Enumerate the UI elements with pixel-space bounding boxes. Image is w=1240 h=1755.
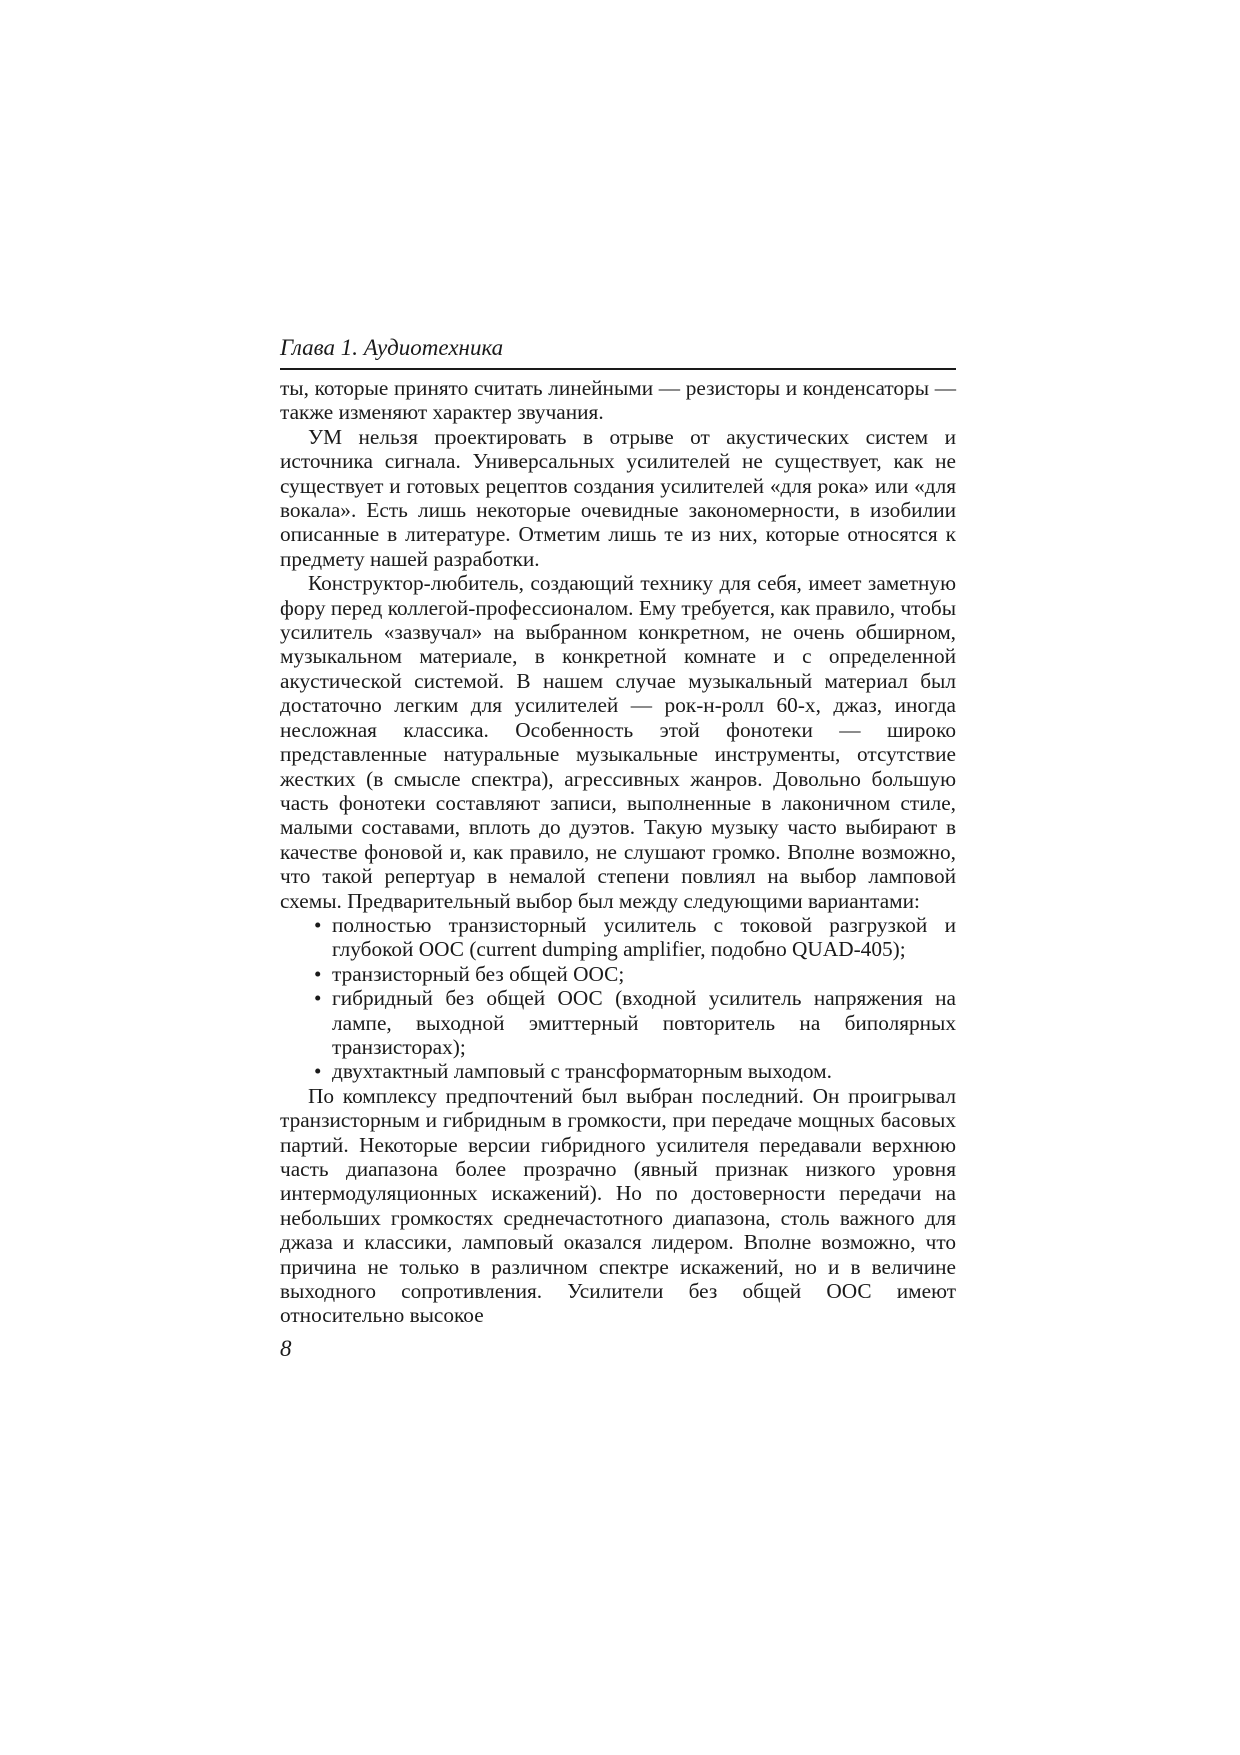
running-header: Глава 1. Аудиотехника bbox=[280, 332, 956, 370]
book-page bbox=[280, 332, 956, 1364]
list-item bbox=[280, 1059, 956, 1083]
list-item-text: гибридный без общей ООС (входной усилитель напряжения на лампе, выходной эмиттерный повторитель на биполярных транзисторах); bbox=[332, 986, 956, 1059]
list-item bbox=[280, 913, 956, 962]
bullet-list bbox=[280, 913, 956, 1084]
page-number: 8 bbox=[280, 1335, 292, 1361]
paragraph: УМ нельзя проектировать в отрыве от акустических систем и источника сигнала. Универсальных усилителей не существует, как не существует и готовых рецептов создания усилителей «для рока» или «для вокала». Есть лишь некоторые очевидные закономерности, в изобилии описанные в литературе. Отметим лишь те из них, которые относятся к предмету нашей разработки. bbox=[280, 424, 956, 571]
bullet-icon: • bbox=[314, 1059, 322, 1084]
bullet-icon: • bbox=[314, 912, 322, 937]
bullet-icon: • bbox=[314, 961, 322, 986]
list-item bbox=[280, 986, 956, 1059]
list-item bbox=[280, 962, 956, 986]
list-item-text: двухтактный ламповый с трансформаторным выходом. bbox=[332, 1059, 832, 1084]
bullet-icon: • bbox=[314, 986, 322, 1011]
paragraph: ты, которые принято считать линейными — резисторы и конденсаторы — также изменяют характер звучания. bbox=[280, 376, 956, 425]
paragraph: Конструктор-любитель, создающий технику для себя, имеет заметную фору перед коллегой-профессионалом. Ему требуется, как правило, чтобы усилитель «зазвучал» на выбранном конкретном, не очень обширном, музыкальном материале, в конкретной комнате и с определенной акустической системой. В нашем случае музыкальный материал был достаточно легким для усилителей — рок-н-ролл 60-х, джаз, иногда несложная классика. Особенность этой фонотеки — широко представленные натуральные музыкальные инструменты, отсутствие жестких (в смысле спектра), агрессивных жанров. Довольно большую часть фонотеки составляют записи, выполненные в лаконичном стиле, малыми составами, вплоть до дуэтов. Такую музыку часто выбирают в качестве фоновой и, как правило, не слушают громко. Вполне возможно, что такой репертуар в немалой степени повлиял на выбор ламповой схемы. Предварительный выбор был между следующими вариантами: bbox=[280, 571, 956, 913]
list-item-text: транзисторный без общей ООС; bbox=[332, 961, 625, 986]
list-item-text: полностью транзисторный усилитель с токовой разгрузкой и глубокой ООС (current dumping amplifier, подобно QUAD-405); bbox=[332, 912, 956, 962]
paragraph: По комплексу предпочтений был выбран последний. Он проигрывал транзисторным и гибридным в громкости, при передаче мощных басовых партий. Некоторые версии гибридного усилителя передавали верхнюю часть диапазона более прозрачно (явный признак низкого уровня интермодуляционных искажений). Но по достоверности передачи на небольших громкостях среднечастотного диапазона, столь важного для джаза и классики, ламповый оказался лидером. Вполне возможно, что причина не только в различном спектре искажений, но и в величине выходного сопротивления. Усилители без общей ООС имеют относительно высокое bbox=[280, 1083, 956, 1328]
body-text bbox=[280, 376, 956, 1328]
